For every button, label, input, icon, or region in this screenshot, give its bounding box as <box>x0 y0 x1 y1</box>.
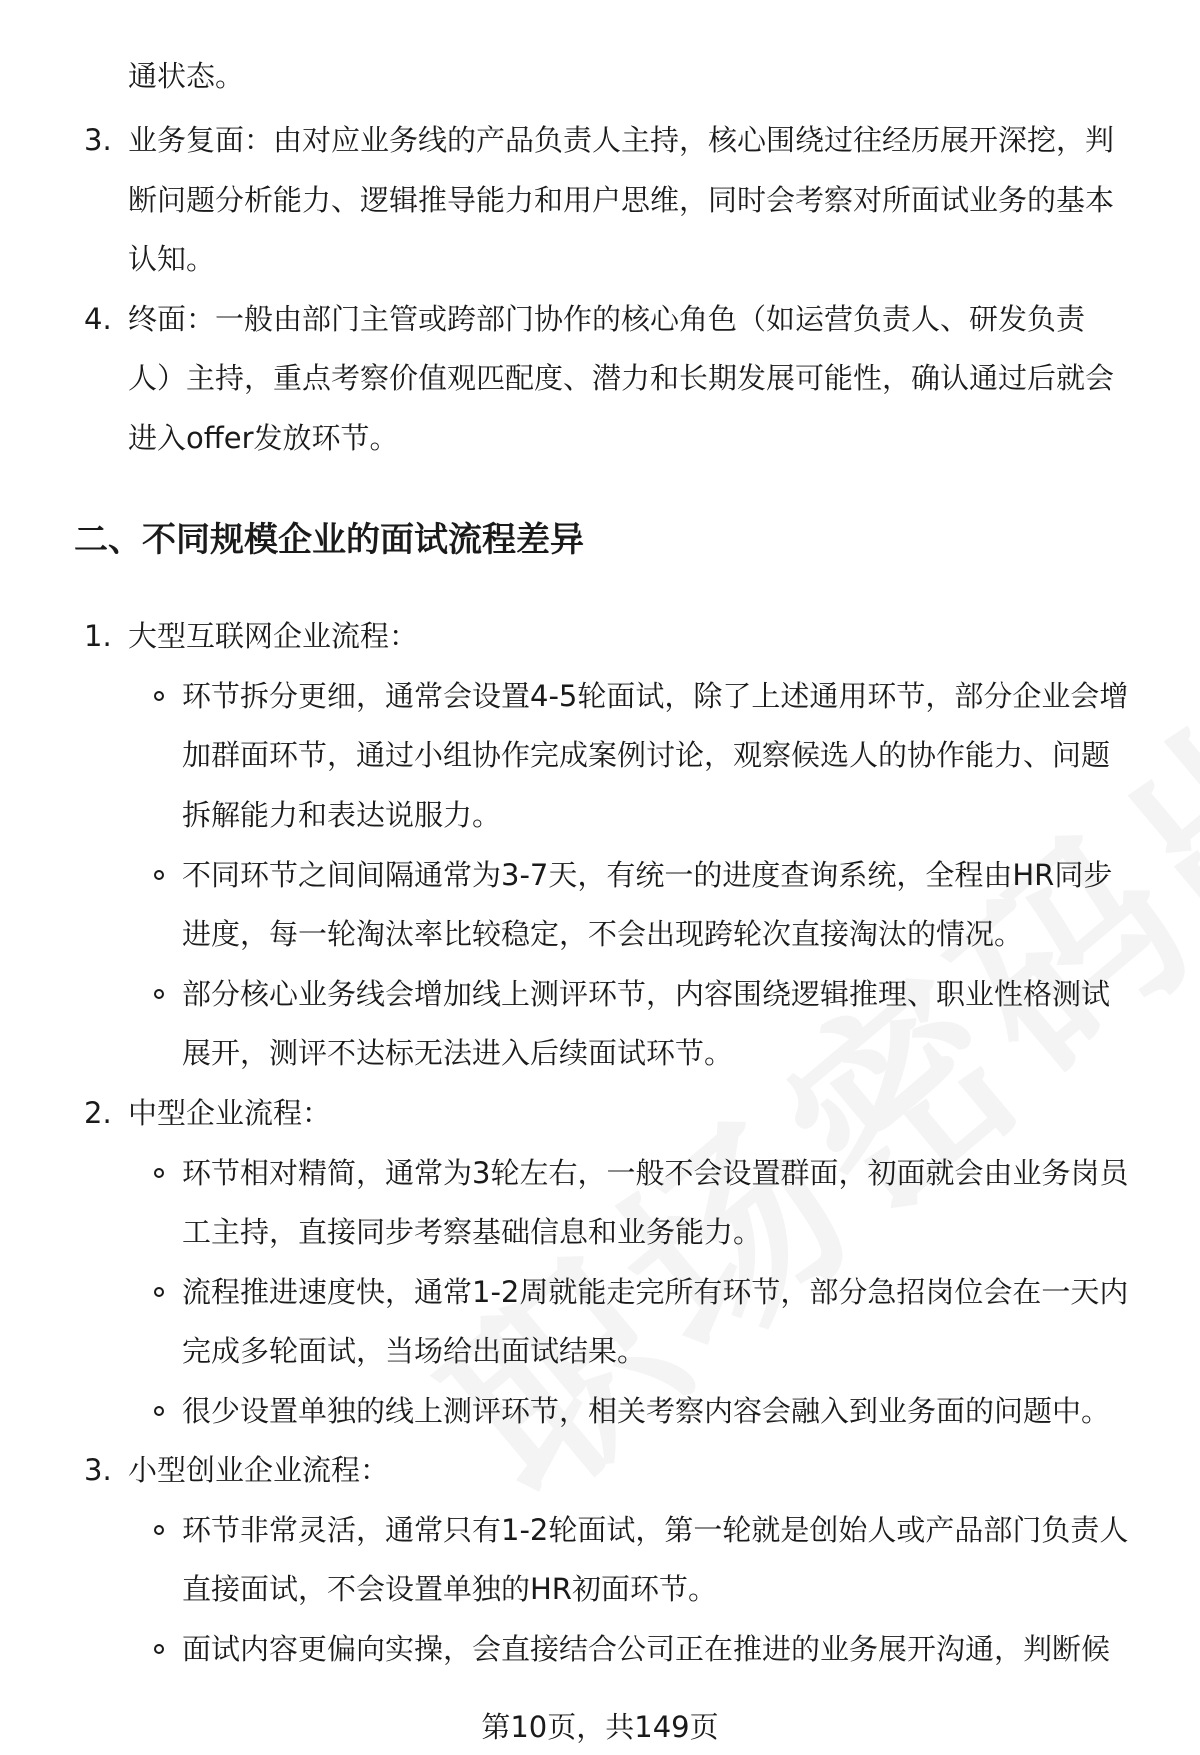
list-item-line: 进入offer发放环节。 <box>128 421 399 455</box>
bullet-line: 展开，测评不达标无法进入后续面试环节。 <box>182 1036 734 1070</box>
bullet-line: 部分核心业务线会增加线上测评环节，内容围绕逻辑推理、职业性格测试 <box>182 977 1111 1011</box>
bullet-line: 工主持，直接同步考察基础信息和业务能力。 <box>182 1215 763 1249</box>
bullet-line: 加群面环节，通过小组协作完成案例讨论，观察候选人的协作能力、问题 <box>182 738 1111 772</box>
bullet-line: 完成多轮面试，当场给出面试结果。 <box>182 1334 647 1368</box>
bullet-icon <box>154 870 164 880</box>
bullet-line: 面试内容更偏向实操，会直接结合公司正在推进的业务展开沟通，判断候 <box>182 1632 1111 1666</box>
bullet-icon <box>154 691 164 701</box>
bullet-icon <box>154 1406 164 1416</box>
paragraph-line: 通状态。 <box>128 59 245 93</box>
bullet-icon <box>154 989 164 999</box>
bullet-line: 很少设置单独的线上测评环节，相关考察内容会融入到业务面的问题中。 <box>182 1394 1111 1428</box>
list-item-title: 大型互联网企业流程： <box>128 619 419 653</box>
bullet-line: 流程推进速度快，通常1-2周就能走完所有环节，部分急招岗位会在一天内 <box>182 1275 1129 1309</box>
page-footer: 第10页，共149页 <box>481 1710 719 1744</box>
bullet-icon <box>154 1168 164 1178</box>
list-item-line: 认知。 <box>128 242 216 276</box>
list-item-line: 终面：一般由部门主管或跨部门协作的核心角色（如运营负责人、研发负责 <box>128 302 1086 336</box>
list-number: 3. <box>84 123 112 157</box>
list-item-line: 人）主持，重点考察价值观匹配度、潜力和长期发展可能性，确认通过后就会 <box>128 361 1115 395</box>
list-item-title: 中型企业流程： <box>128 1096 332 1130</box>
bullet-line: 不同环节之间间隔通常为3-7天，有统一的进度查询系统，全程由HR同步 <box>182 858 1113 892</box>
section-heading: 二、不同规模企业的面试流程差异 <box>74 520 584 560</box>
bullet-icon <box>154 1644 164 1654</box>
list-item-line: 业务复面：由对应业务线的产品负责人主持，核心围绕过往经历展开深挖，判 <box>128 123 1115 157</box>
bullet-icon <box>154 1525 164 1535</box>
list-number: 3. <box>84 1453 112 1487</box>
bullet-line: 环节非常灵活，通常只有1-2轮面试，第一轮就是创始人或产品部门负责人 <box>182 1513 1129 1547</box>
list-number: 2. <box>84 1096 112 1130</box>
bullet-line: 直接面试，不会设置单独的HR初面环节。 <box>182 1572 717 1606</box>
bullet-line: 环节相对精简，通常为3轮左右，一般不会设置群面，初面就会由业务岗员 <box>182 1156 1129 1190</box>
bullet-line: 进度，每一轮淘汰率比较稳定，不会出现跨轮次直接淘汰的情况。 <box>182 917 1024 951</box>
bullet-line: 拆解能力和表达说服力。 <box>182 798 502 832</box>
bullet-icon <box>154 1287 164 1297</box>
list-number: 1. <box>84 619 112 653</box>
list-number: 4. <box>84 302 112 336</box>
list-item-title: 小型创业企业流程： <box>128 1453 390 1487</box>
bullet-line: 环节拆分更细，通常会设置4-5轮面试，除了上述通用环节，部分企业会增 <box>182 679 1129 713</box>
list-item-line: 断问题分析能力、逻辑推导能力和用户思维，同时会考察对所面试业务的基本 <box>128 183 1115 217</box>
